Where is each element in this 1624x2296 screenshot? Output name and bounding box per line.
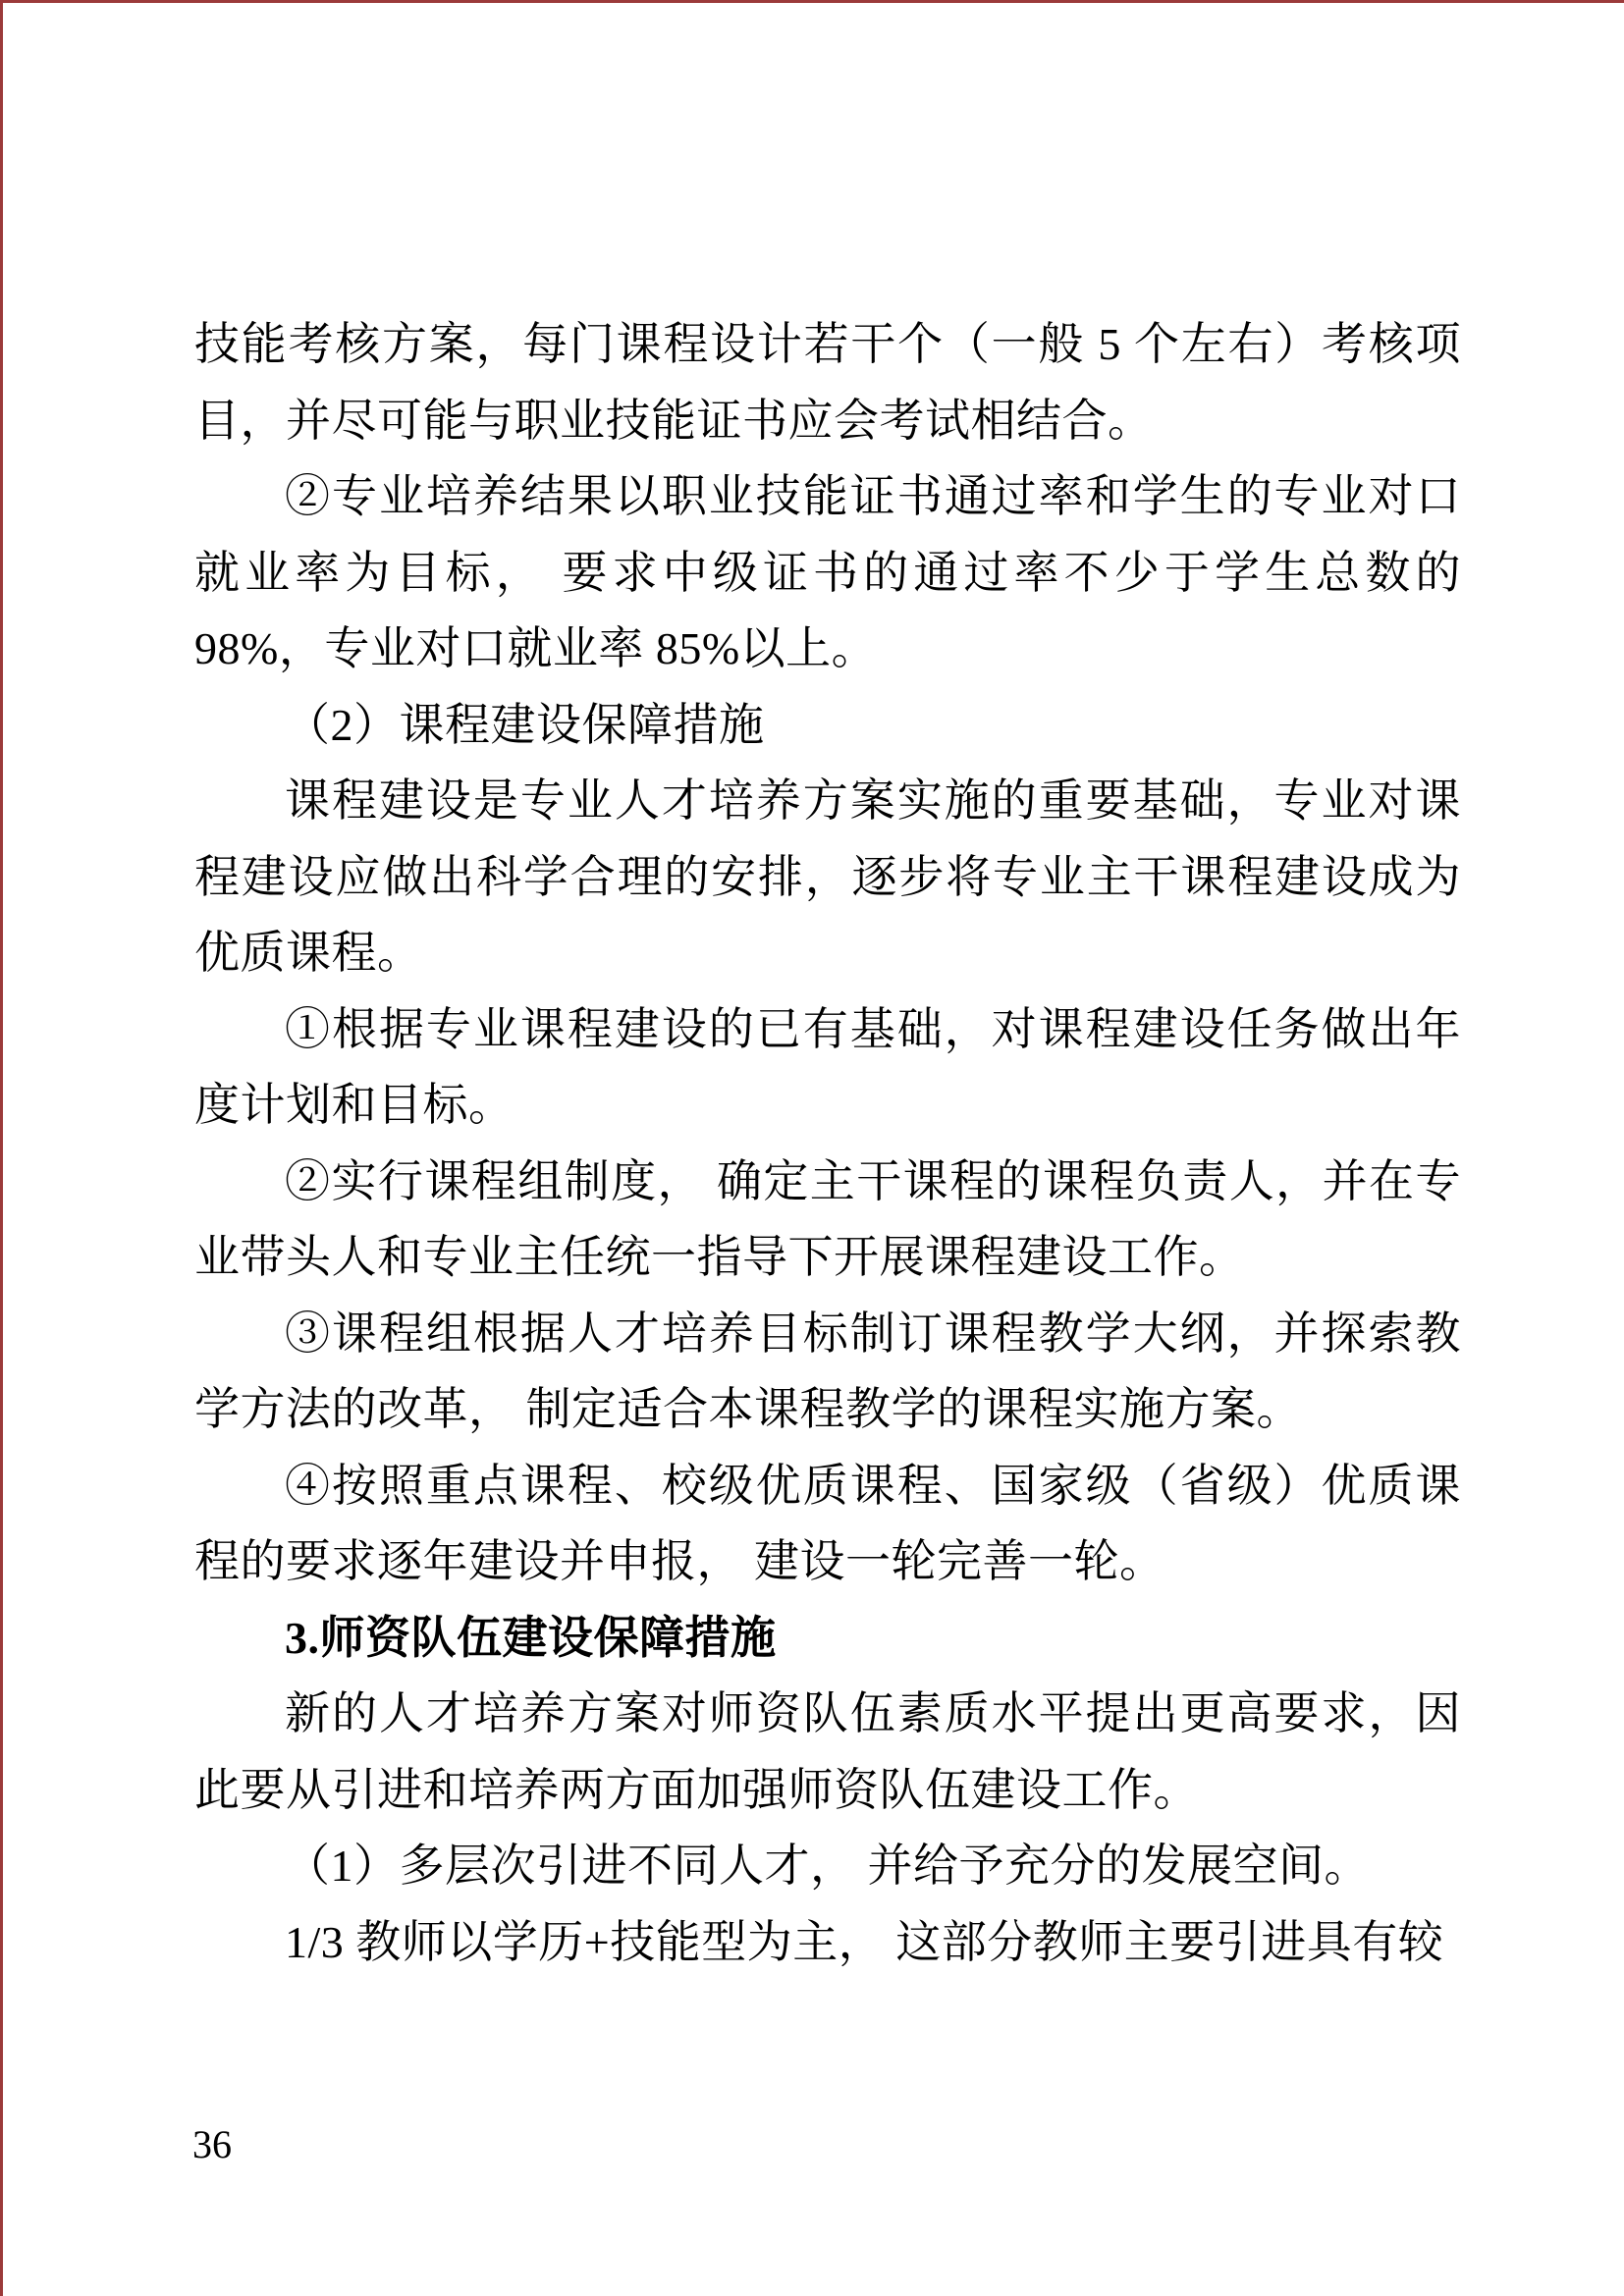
paragraph: 新的人才培养方案对师资队伍素质水平提出更高要求，因此要从引进和培养两方面加强师资队伍建设工作。 <box>194 1688 1461 1815</box>
paragraph: ②实行课程组制度， 确定主干课程的课程负责人，并在专业带头人和专业主任统一指导下开展课程建设工作。 <box>194 1155 1461 1282</box>
paragraph: 技能考核方案，每门课程设计若干个（一般 5 个左右）考核项目，并尽可能与职业技能证书应会考试相结合。 <box>194 319 1461 446</box>
paragraph: 1/3 教师以学历+技能型为主， 这部分教师主要引进具有较 <box>285 1916 1444 1967</box>
paragraph: ②专业培养结果以职业技能证书通过率和学生的专业对口就业率为目标， 要求中级证书的通过率不少于学生总数的 98%，专业对口就业率 85%以上。 <box>194 471 1461 673</box>
paragraph: （2）课程建设保障措施 <box>285 699 765 750</box>
section-heading: 3.师资队伍建设保障措施 <box>285 1612 777 1663</box>
document-body <box>194 306 1461 1980</box>
paragraph: 课程建设是专业人才培养方案实施的重要基础，专业对课程建设应做出科学合理的安排，逐步将专业主干课程建设成为优质课程。 <box>194 775 1461 978</box>
paragraph: ①根据专业课程建设的已有基础，对课程建设任务做出年度计划和目标。 <box>194 1003 1461 1130</box>
paragraph: ③课程组根据人才培养目标制订课程教学大纲，并探索教学方法的改革， 制定适合本课程教学的课程实施方案。 <box>194 1308 1461 1434</box>
paragraph: ④按照重点课程、校级优质课程、国家级（省级）优质课程的要求逐年建设并申报， 建设一轮完善一轮。 <box>194 1460 1461 1586</box>
page-edge-left-line <box>0 0 3 2296</box>
page-number: 36 <box>192 2122 232 2166</box>
page-edge-top-line <box>0 0 1624 3</box>
paragraph: （1）多层次引进不同人才， 并给予充分的发展空间。 <box>285 1841 1370 1891</box>
